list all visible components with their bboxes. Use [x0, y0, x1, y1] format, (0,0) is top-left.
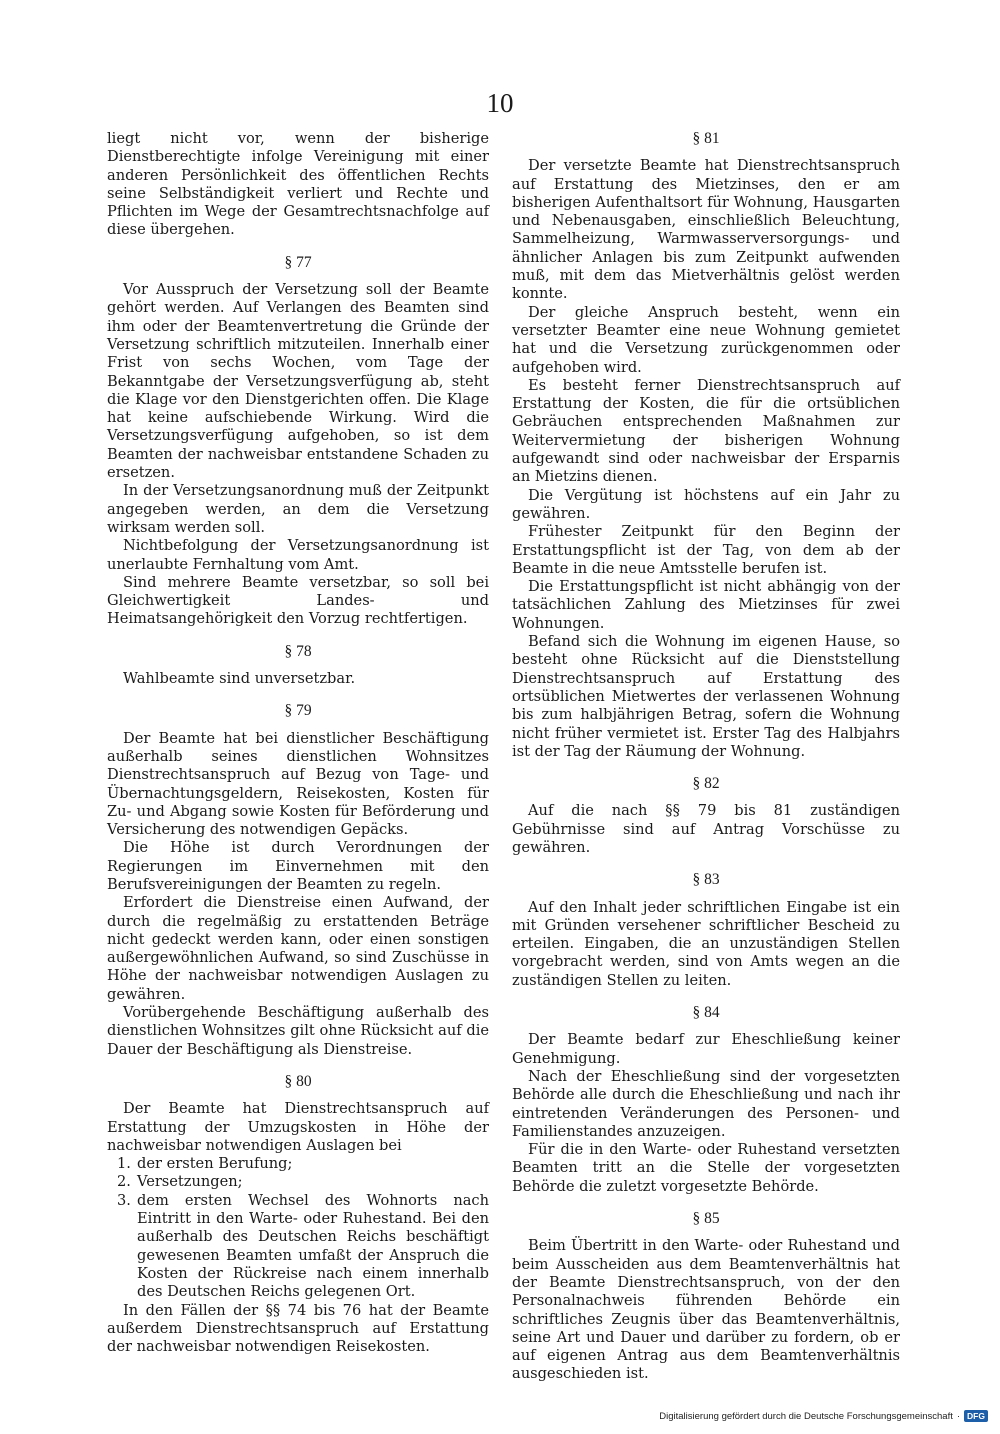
- paragraph: Der Beamte bedarf zur Eheschließung keiner Genehmigung.: [512, 1031, 900, 1067]
- list-item-number: 1.: [117, 1155, 131, 1173]
- section-heading: § 78: [284, 642, 312, 660]
- paragraph: Die Höhe ist durch Verordnungen der Regierungen im Einvernehmen mit den Berufsvereinigungen der Beamten zu regeln.: [107, 839, 489, 893]
- paragraph: In der Versetzungsanordnung muß der Zeitpunkt angegeben werden, an dem die Versetzung wirksam werden soll.: [107, 482, 489, 536]
- list-item-number: 2.: [117, 1173, 131, 1191]
- paragraph: Frühester Zeitpunkt für den Beginn der Erstattungspflicht ist der Tag, von dem ab der Beamte in die neue Amtsstelle berufen ist.: [512, 523, 900, 577]
- paragraph: Beim Übertritt in den Warte- oder Ruhestand und beim Ausscheiden aus dem Beamtenverhältnis hat der Beamte Dienstrechtsanspruch, von der den Personalnachweis führenden Behörde ein schriftliches Zeugnis über das Beamtenverhältnis, seine Art und Dauer und darüber zu fordern, ob er auf eigenen Antrag aus dem Beamtenverhältnis ausgeschieden ist.: [512, 1237, 900, 1383]
- paragraph: Der Beamte hat bei dienstlicher Beschäftigung außerhalb seines dienstlichen Wohnsitzes Dienstrechtsanspruch auf Bezug von Tage- und Übernachtungsgeldern, Reisekosten, Kosten für Zu- und Abgang sowie Kosten für Beförderung und Versicherung des notwendigen Gepäcks.: [107, 729, 489, 839]
- paragraph: Für die in den Warte- oder Ruhestand versetzten Beamten tritt an die Stelle der vorgesetzten Behörde die zuletzt vorgesetzte Behörde.: [512, 1141, 900, 1195]
- paragraph: Die Vergütung ist höchstens auf ein Jahr zu gewähren.: [512, 486, 900, 522]
- list-item: [107, 1173, 489, 1191]
- paragraph: Die Erstattungspflicht ist nicht abhängig von der tatsächlichen Zahlung des Mietzinses für zwei Wohnungen.: [512, 578, 900, 632]
- page-number: 10: [486, 88, 514, 118]
- paragraph: Vorübergehende Beschäftigung außerhalb des dienstlichen Wohnsitzes gilt ohne Rücksicht auf die Dauer der Beschäftigung als Dienstreise.: [107, 1004, 489, 1058]
- list-item-text: dem ersten Wechsel des Wohnorts nach Eintritt in den Warte- oder Ruhestand. Bei den außerhalb des Deutschen Reichs beschäftigt gewesenen Beamten umfaßt der Anspruch die Kosten der Rückreise nach einem innerhalb des Deutschen Reichs gelegenen Ort.: [137, 1191, 489, 1301]
- paragraph: Wahlbeamte sind unversetzbar.: [123, 670, 356, 688]
- paragraph: Es besteht ferner Dienstrechtsanspruch auf Erstattung der Kosten, die für die ortsüblichen Gebräuchen entsprechenden Maßnahmen zur Weitervermietung der bisherigen Wohnung aufgewandt sind oder nachweisbar der Ersparnis an Mietzins dienen.: [512, 376, 900, 486]
- section-heading: § 79: [284, 702, 312, 720]
- paragraph: Vor Ausspruch der Versetzung soll der Beamte gehört werden. Auf Verlangen des Beamten sind ihm oder der Beamtenvertretung die Gründe der Versetzung schriftlich mitzuteilen. Innerhalb einer Frist von sechs Wochen, vom Tage der Bekanntgabe der Versetzungsverfügung ab, steht die Klage vor den Dienstgerichten offen. Die Klage hat keine aufschiebende Wirkung. Wird die Versetzungsverfügung aufgehoben, so ist dem Beamten der nachweisbar entstandene Schaden zu ersetzen.: [107, 281, 489, 482]
- list-item-text: der ersten Berufung;: [137, 1155, 293, 1173]
- paragraph: Nach der Eheschließung sind der vorgesetzten Behörde alle durch die Eheschließung und nach ihr eintretenden Veränderungen des Personen- und Familienstandes anzuzeigen.: [512, 1067, 900, 1140]
- section-heading: § 82: [692, 775, 720, 793]
- section-heading: § 83: [692, 871, 720, 889]
- footer-credit: Digitalisierung gefördert durch die Deutsche Forschungsgemeinschaft: [659, 1410, 953, 1422]
- paragraph: Sind mehrere Beamte versetzbar, so soll bei Gleichwertigkeit Landes- und Heimatsangehörigkeit den Vorzug rechtfertigen.: [107, 573, 489, 628]
- left-column: [107, 130, 489, 1356]
- paragraph: Der Beamte hat Dienstrechtsanspruch auf Erstattung der Umzugskosten in Höhe der nachweisbar notwendigen Auslagen bei: [107, 1100, 489, 1154]
- paragraph: Auf die nach §§ 79 bis 81 zuständigen Gebührnisse sind auf Antrag Vorschüsse zu gewähren.: [512, 802, 900, 856]
- numbered-list: [107, 1155, 489, 1301]
- dfg-logo: DFG: [964, 1410, 988, 1422]
- list-item: [107, 1155, 489, 1173]
- paragraph: Nichtbefolgung der Versetzungsanordnung ist unerlaubte Fernhaltung vom Amt.: [107, 537, 489, 573]
- section-heading: § 81: [692, 130, 720, 147]
- footer-separator: ·: [956, 1410, 961, 1422]
- paragraph: In den Fällen der §§ 74 bis 76 hat der Beamte außerdem Dienstrechtsanspruch auf Erstattung der nachweisbar notwendigen Reisekosten.: [107, 1301, 489, 1356]
- section-heading: § 84: [692, 1004, 720, 1022]
- section-heading: § 80: [284, 1072, 312, 1090]
- list-item-number: 3.: [117, 1191, 131, 1209]
- list-item-text: Versetzungen;: [137, 1173, 243, 1191]
- paragraph: liegt nicht vor, wenn der bisherige Dienstberechtigte infolge Vereinigung mit einer anderen Persönlichkeit des öffentlichen Rechts seine Selbständigkeit verliert und Rechte und Pflichten im Wege der Gesamtrechtsnachfolge auf diese übergehen.: [107, 130, 489, 239]
- footer: [659, 1410, 988, 1422]
- paragraph: Auf den Inhalt jeder schriftlichen Eingabe ist ein mit Gründen versehener schriftlicher Bescheid zu erteilen. Eingaben, die an unzuständigen Stellen vorgebracht werden, sind von Amts wegen an die zuständigen Stellen zu leiten.: [512, 898, 900, 989]
- paragraph: Befand sich die Wohnung im eigenen Hause, so besteht ohne Rücksicht auf die Dienststellung Dienstrechtsanspruch auf Erstattung des ortsüblichen Mietwertes der verlassenen Wohnung bis zum halbjährigen Betrag, sofern die Wohnung nicht früher vermietet ist. Erster Tag des Halbjahrs ist der Tag der Räumung der Wohnung.: [512, 633, 900, 760]
- right-column: [512, 130, 900, 1384]
- section-heading: § 85: [692, 1210, 720, 1228]
- list-item: [107, 1192, 489, 1302]
- paragraph: Der versetzte Beamte hat Dienstrechtsanspruch auf Erstattung des Mietzinses, den er am bisherigen Aufenthaltsort für Wohnung, Hausgarten und Nebenausgaben, einschließlich Beleuchtung, Sammelheizung, Warmwasserversorgungs- und ähnlicher Anlagen bis zum Zeitpunkt aufwenden muß, mit dem das Mietverhältnis gelöst werden konnte.: [512, 157, 900, 303]
- paragraph: Erfordert die Dienstreise einen Aufwand, der durch die regelmäßig zu erstattenden Beträge nicht gedeckt werden kann, oder einen sonstigen außergewöhnlichen Aufwand, so sind Zuschüsse in Höhe der nachweisbar notwendigen Auslagen zu gewähren.: [107, 894, 489, 1003]
- section-heading: § 77: [284, 253, 312, 271]
- paragraph: Der gleiche Anspruch besteht, wenn ein versetzter Beamter eine neue Wohnung gemietet hat und die Versetzung zurückgenommen oder aufgehoben wird.: [512, 303, 900, 376]
